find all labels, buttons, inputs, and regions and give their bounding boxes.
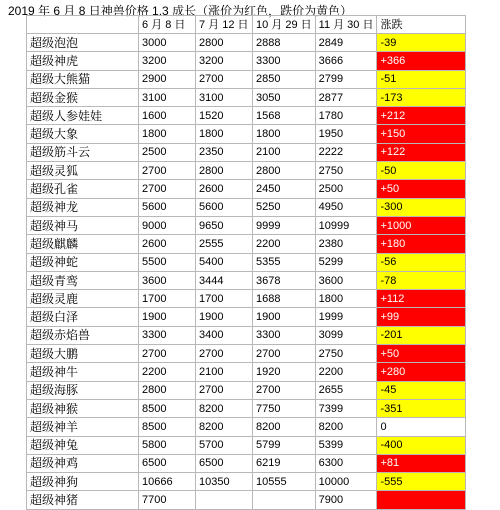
- beast-name-cell: 超级灵鹿: [27, 290, 139, 308]
- price-nov30-cell: 3099: [315, 326, 377, 344]
- table-row: [27, 454, 466, 472]
- price-jul12-cell: 2555: [196, 235, 253, 253]
- price-jul12-cell: 2100: [196, 363, 253, 381]
- price-jun8-cell: 2700: [139, 180, 196, 198]
- price-nov30-cell: 3666: [315, 52, 377, 70]
- price-jul12-cell: 2600: [196, 180, 253, 198]
- price-jul12-cell: 1700: [196, 290, 253, 308]
- price-oct29-cell: 3050: [253, 88, 316, 106]
- beast-name-cell: 超级神兔: [27, 436, 139, 454]
- price-nov30-cell: 2500: [315, 180, 377, 198]
- beast-name-cell: 超级海豚: [27, 381, 139, 399]
- price-jul12-cell: 2350: [196, 143, 253, 161]
- price-jul12-cell: 2700: [196, 345, 253, 363]
- price-change-cell: -50: [377, 162, 466, 180]
- beast-name-cell: 超级大熊猫: [27, 70, 139, 88]
- price-jul12-cell: 2800: [196, 162, 253, 180]
- table-row: [27, 473, 466, 491]
- price-change-cell: -51: [377, 70, 466, 88]
- price-oct29-cell: 3300: [253, 326, 316, 344]
- beast-name-cell: 超级孔雀: [27, 180, 139, 198]
- table-row: [27, 235, 466, 253]
- price-jun8-cell: 9000: [139, 216, 196, 234]
- price-nov30-cell: 8200: [315, 418, 377, 436]
- price-oct29-cell: [253, 491, 316, 509]
- price-change-cell: +81: [377, 454, 466, 472]
- price-oct29-cell: 2888: [253, 34, 316, 52]
- price-nov30-cell: 1999: [315, 308, 377, 326]
- price-oct29-cell: 5799: [253, 436, 316, 454]
- price-oct29-cell: 10555: [253, 473, 316, 491]
- price-nov30-cell: 2877: [315, 88, 377, 106]
- table-row: [27, 418, 466, 436]
- table-row: [27, 436, 466, 454]
- price-jul12-cell: 10350: [196, 473, 253, 491]
- page-title: 2019 年 6 月 8 日神兽价格 1.3 成长（涨价为红色，跌价为黄色）: [8, 4, 353, 18]
- header-row: [27, 16, 466, 34]
- price-jul12-cell: 1520: [196, 107, 253, 125]
- beast-name-cell: 超级神牛: [27, 363, 139, 381]
- table-row: [27, 34, 466, 52]
- price-oct29-cell: 2850: [253, 70, 316, 88]
- table-row: [27, 345, 466, 363]
- price-jun8-cell: 2700: [139, 162, 196, 180]
- price-oct29-cell: 5355: [253, 253, 316, 271]
- header-cell-name: [27, 16, 139, 34]
- price-jul12-cell: 1800: [196, 125, 253, 143]
- price-jul12-cell: 3200: [196, 52, 253, 70]
- table-row: [27, 162, 466, 180]
- table-row: [27, 253, 466, 271]
- price-oct29-cell: 6219: [253, 454, 316, 472]
- header-cell-oct29: 10 月 29 日: [253, 16, 316, 34]
- price-jul12-cell: 3100: [196, 88, 253, 106]
- price-jun8-cell: 5500: [139, 253, 196, 271]
- price-oct29-cell: 1568: [253, 107, 316, 125]
- price-jul12-cell: 3400: [196, 326, 253, 344]
- price-oct29-cell: 1800: [253, 125, 316, 143]
- price-nov30-cell: 1950: [315, 125, 377, 143]
- table-row: [27, 143, 466, 161]
- price-change-cell: -400: [377, 436, 466, 454]
- beast-name-cell: 超级神猴: [27, 399, 139, 417]
- price-jun8-cell: 1600: [139, 107, 196, 125]
- price-jul12-cell: 2800: [196, 34, 253, 52]
- price-oct29-cell: 1688: [253, 290, 316, 308]
- price-jul12-cell: 5600: [196, 198, 253, 216]
- header-cell-change: 涨跌: [377, 16, 466, 34]
- beast-name-cell: 超级赤焰兽: [27, 326, 139, 344]
- table-row: [27, 308, 466, 326]
- table-row: [27, 88, 466, 106]
- table-row: [27, 216, 466, 234]
- price-jul12-cell: 1900: [196, 308, 253, 326]
- price-change-cell: -201: [377, 326, 466, 344]
- price-nov30-cell: 2750: [315, 162, 377, 180]
- header-cell-nov30: 11 月 30 日: [315, 16, 377, 34]
- price-nov30-cell: 2222: [315, 143, 377, 161]
- table-row: [27, 399, 466, 417]
- price-oct29-cell: 1900: [253, 308, 316, 326]
- price-change-cell: +99: [377, 308, 466, 326]
- price-nov30-cell: 4950: [315, 198, 377, 216]
- price-jun8-cell: 2700: [139, 345, 196, 363]
- price-change-cell: -39: [377, 34, 466, 52]
- price-change-cell: [377, 491, 466, 509]
- beast-name-cell: 超级人参娃娃: [27, 107, 139, 125]
- table-row: [27, 180, 466, 198]
- price-oct29-cell: 1920: [253, 363, 316, 381]
- price-jun8-cell: 3100: [139, 88, 196, 106]
- price-change-cell: +1000: [377, 216, 466, 234]
- price-change-cell: 0: [377, 418, 466, 436]
- price-jun8-cell: 1800: [139, 125, 196, 143]
- price-jun8-cell: 2900: [139, 70, 196, 88]
- price-change-cell: -56: [377, 253, 466, 271]
- price-jun8-cell: 3200: [139, 52, 196, 70]
- price-change-cell: +150: [377, 125, 466, 143]
- price-change-cell: -78: [377, 271, 466, 289]
- price-change-cell: -300: [377, 198, 466, 216]
- price-nov30-cell: 1800: [315, 290, 377, 308]
- price-oct29-cell: 3678: [253, 271, 316, 289]
- price-jul12-cell: 9650: [196, 216, 253, 234]
- table-row: [27, 271, 466, 289]
- table-row: [27, 125, 466, 143]
- price-change-cell: +212: [377, 107, 466, 125]
- price-change-cell: +122: [377, 143, 466, 161]
- price-jun8-cell: 2800: [139, 381, 196, 399]
- price-jun8-cell: 3600: [139, 271, 196, 289]
- price-nov30-cell: 2200: [315, 363, 377, 381]
- table-row: [27, 491, 466, 509]
- beast-name-cell: 超级神猪: [27, 491, 139, 509]
- price-jun8-cell: 3300: [139, 326, 196, 344]
- beast-name-cell: 超级神蛇: [27, 253, 139, 271]
- price-jun8-cell: 2500: [139, 143, 196, 161]
- price-change-cell: +50: [377, 180, 466, 198]
- header-cell-jun8: 6 月 8 日: [139, 16, 196, 34]
- price-nov30-cell: 2799: [315, 70, 377, 88]
- price-nov30-cell: 2849: [315, 34, 377, 52]
- table-row: [27, 290, 466, 308]
- price-change-cell: +280: [377, 363, 466, 381]
- beast-name-cell: 超级灵狐: [27, 162, 139, 180]
- price-jun8-cell: 5800: [139, 436, 196, 454]
- price-change-cell: -351: [377, 399, 466, 417]
- beast-name-cell: 超级麒麟: [27, 235, 139, 253]
- price-oct29-cell: 3300: [253, 52, 316, 70]
- price-jun8-cell: 7700: [139, 491, 196, 509]
- price-nov30-cell: 3600: [315, 271, 377, 289]
- price-oct29-cell: 2700: [253, 381, 316, 399]
- price-jul12-cell: 5400: [196, 253, 253, 271]
- beast-name-cell: 超级金猴: [27, 88, 139, 106]
- price-jun8-cell: 2200: [139, 363, 196, 381]
- beast-name-cell: 超级白泽: [27, 308, 139, 326]
- price-jun8-cell: 6500: [139, 454, 196, 472]
- price-change-cell: +112: [377, 290, 466, 308]
- price-change-cell: -555: [377, 473, 466, 491]
- price-change-cell: -173: [377, 88, 466, 106]
- table-row: [27, 107, 466, 125]
- price-jul12-cell: 8200: [196, 418, 253, 436]
- price-oct29-cell: 9999: [253, 216, 316, 234]
- price-change-cell: +366: [377, 52, 466, 70]
- price-oct29-cell: 2700: [253, 345, 316, 363]
- price-oct29-cell: 2450: [253, 180, 316, 198]
- price-nov30-cell: 7900: [315, 491, 377, 509]
- price-nov30-cell: 5299: [315, 253, 377, 271]
- price-jul12-cell: 2700: [196, 70, 253, 88]
- price-jun8-cell: 5600: [139, 198, 196, 216]
- beast-name-cell: 超级神狗: [27, 473, 139, 491]
- price-jun8-cell: 2600: [139, 235, 196, 253]
- beast-name-cell: 超级神马: [27, 216, 139, 234]
- price-jun8-cell: 1700: [139, 290, 196, 308]
- beast-name-cell: 超级大象: [27, 125, 139, 143]
- price-oct29-cell: 2100: [253, 143, 316, 161]
- price-jun8-cell: 1900: [139, 308, 196, 326]
- price-jun8-cell: 3000: [139, 34, 196, 52]
- price-oct29-cell: 8200: [253, 418, 316, 436]
- price-oct29-cell: 5250: [253, 198, 316, 216]
- header-cell-jul12: 7 月 12 日: [196, 16, 253, 34]
- table-row: [27, 381, 466, 399]
- beast-name-cell: 超级神虎: [27, 52, 139, 70]
- price-jun8-cell: 8500: [139, 399, 196, 417]
- beast-name-cell: 超级泡泡: [27, 34, 139, 52]
- price-change-cell: +50: [377, 345, 466, 363]
- price-jul12-cell: 5700: [196, 436, 253, 454]
- price-nov30-cell: 10999: [315, 216, 377, 234]
- price-nov30-cell: 6300: [315, 454, 377, 472]
- price-oct29-cell: 2200: [253, 235, 316, 253]
- price-jul12-cell: [196, 491, 253, 509]
- price-jul12-cell: 6500: [196, 454, 253, 472]
- price-table-body: [27, 16, 466, 510]
- beast-name-cell: 超级筋斗云: [27, 143, 139, 161]
- beast-name-cell: 超级神羊: [27, 418, 139, 436]
- price-change-cell: +180: [377, 235, 466, 253]
- table-row: [27, 198, 466, 216]
- price-jul12-cell: 8200: [196, 399, 253, 417]
- price-jul12-cell: 2700: [196, 381, 253, 399]
- table-row: [27, 363, 466, 381]
- table-row: [27, 326, 466, 344]
- price-oct29-cell: 2800: [253, 162, 316, 180]
- price-nov30-cell: 2655: [315, 381, 377, 399]
- price-jun8-cell: 8500: [139, 418, 196, 436]
- table-row: [27, 52, 466, 70]
- table-row: [27, 70, 466, 88]
- price-table: [26, 15, 466, 510]
- price-nov30-cell: 1780: [315, 107, 377, 125]
- price-nov30-cell: 2380: [315, 235, 377, 253]
- beast-name-cell: 超级大鹏: [27, 345, 139, 363]
- price-jul12-cell: 3444: [196, 271, 253, 289]
- price-change-cell: -45: [377, 381, 466, 399]
- price-oct29-cell: 7750: [253, 399, 316, 417]
- price-nov30-cell: 5399: [315, 436, 377, 454]
- beast-name-cell: 超级青鸾: [27, 271, 139, 289]
- price-nov30-cell: 2750: [315, 345, 377, 363]
- price-jun8-cell: 10666: [139, 473, 196, 491]
- price-nov30-cell: 10000: [315, 473, 377, 491]
- beast-name-cell: 超级神鸡: [27, 454, 139, 472]
- beast-name-cell: 超级神龙: [27, 198, 139, 216]
- price-nov30-cell: 7399: [315, 399, 377, 417]
